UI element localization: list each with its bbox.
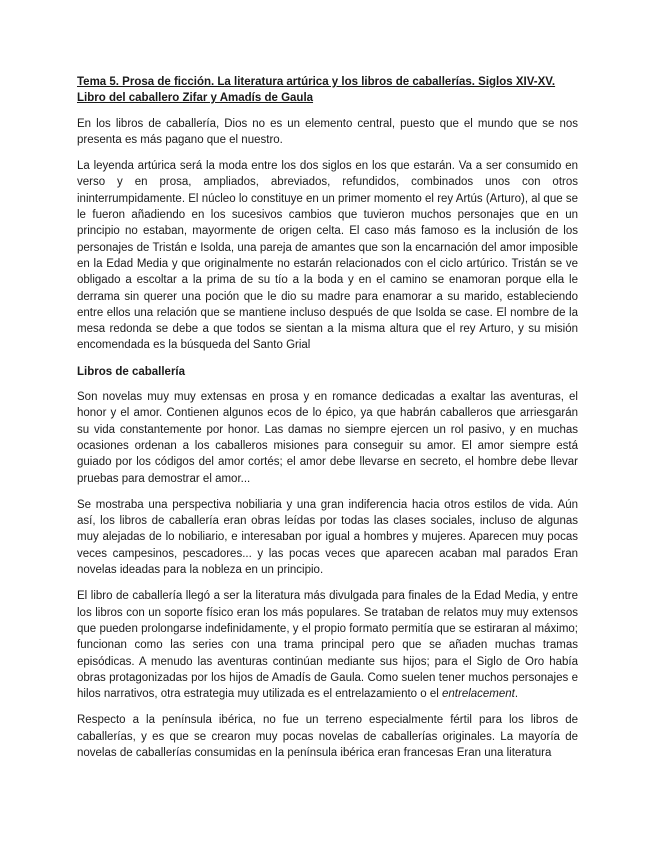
paragraph [77,588,578,702]
paragraph: Son novelas muy muy extensas en prosa y en romance dedicadas a exaltar las aventuras, el honor y el amor. Contienen algunos ecos de lo épico, ya que habrán caballeros que arriesgarán su vida constantemente por honor. Las damas no siempre ejercen un rol pasivo, y en muchas ocasiones ordenan a los caballeros misiones para conseguir su amor. El amor siempre está guiado por los códigos del amor cortés; el amor debe llevarse en secreto, el hombre debe llevar pruebas para demostrar el amor... [77,391,578,485]
paragraph: En los libros de caballería, Dios no es un elemento central, puesto que el mundo que se nos presenta es más pagano que el nuestro. [77,117,578,146]
paragraph: La leyenda artúrica será la moda entre los dos siglos en los que estarán. Va a ser consumido en verso y en prosa, ampliados, abreviados, refundidos, combinados unos con otros ininterrumpidamente. El núcleo lo constituye en un primer momento el rey Artús (Arturo), al que se le fueron añadiendo en los sucesivos cambios que tuvieron muchos personajes que en un principio no estaban, mayormente de origen celta. El caso más famoso es la inclusión de los personajes de Tristán e Isolda, una pareja de amantes que son la encarnación del amor imposible en la Edad Media y que originalmente no estarán relacionados con el ciclo artúrico. Tristán se ve obligado a escoltar a la prima de su tío a la boda y en el camino se enamoran porque ella le derrama sin querer una poción que le dio su madre para enamorar a su marido, estableciendo entre ellos una relación que se mantiene incluso después de que Isolda se case. El nombre de la mesa redonda se debe a que todos se sientan a la misma altura que el rey Arturo, y su misión encomendada es la búsqueda del Santo Grial [77,160,578,352]
paragraph: Respecto a la península ibérica, no fue un terreno especialmente fértil para los libros de caballerías, y es que se crearon muy pocas novelas de caballerías originales. La mayoría de novelas de caballerías consumidas en la península ibérica eran francesas Eran una literatura [77,714,578,759]
section-heading: Libros de caballería [77,365,186,378]
paragraph: Se mostraba una perspectiva nobiliaria y una gran indiferencia hacia otros estilos de vida. Aún así, los libros de caballería eran obras leídas por todas las clases sociales, incluso de algunas muy alejadas de lo nobiliario, e interesaban por igual a hombres y mujeres. Aparecen muy pocas veces campesinos, pescadores... y las pocas veces que aparecen acaban mal parados Eran novelas ideadas para la nobleza en un principio. [77,498,578,577]
paragraph-end: . [514,688,519,701]
document-title: Tema 5. Prosa de ficción. La literatura artúrica y los libros de caballerías. Siglos XIV-XV. Libro del caballero Zifar y Amadís de Gaula [77,76,556,105]
italic-term: entrelacement [442,688,515,701]
document-body [77,74,578,771]
paragraph-text: El libro de caballería llegó a ser la literatura más divulgada para finales de la Edad Media, y entre los libros con un soporte físico eran los más populares. Se trataban de relatos muy muy extensos que pueden prolongarse indefinidamente, y el propio formato permitía que se estiraran al máximo; funcionan como las series con una trama principal pero que se añaden muchas tramas episódicas. A menudo las aventuras continúan mediante sus hijos; para el Siglo de Oro había obras protagonizadas por los hijos de Amadís de Gaula. Como suelen tener muchos personajes e hilos narrativos, otra estrategia muy utilizada es el entrelazamiento o el [77,590,578,701]
